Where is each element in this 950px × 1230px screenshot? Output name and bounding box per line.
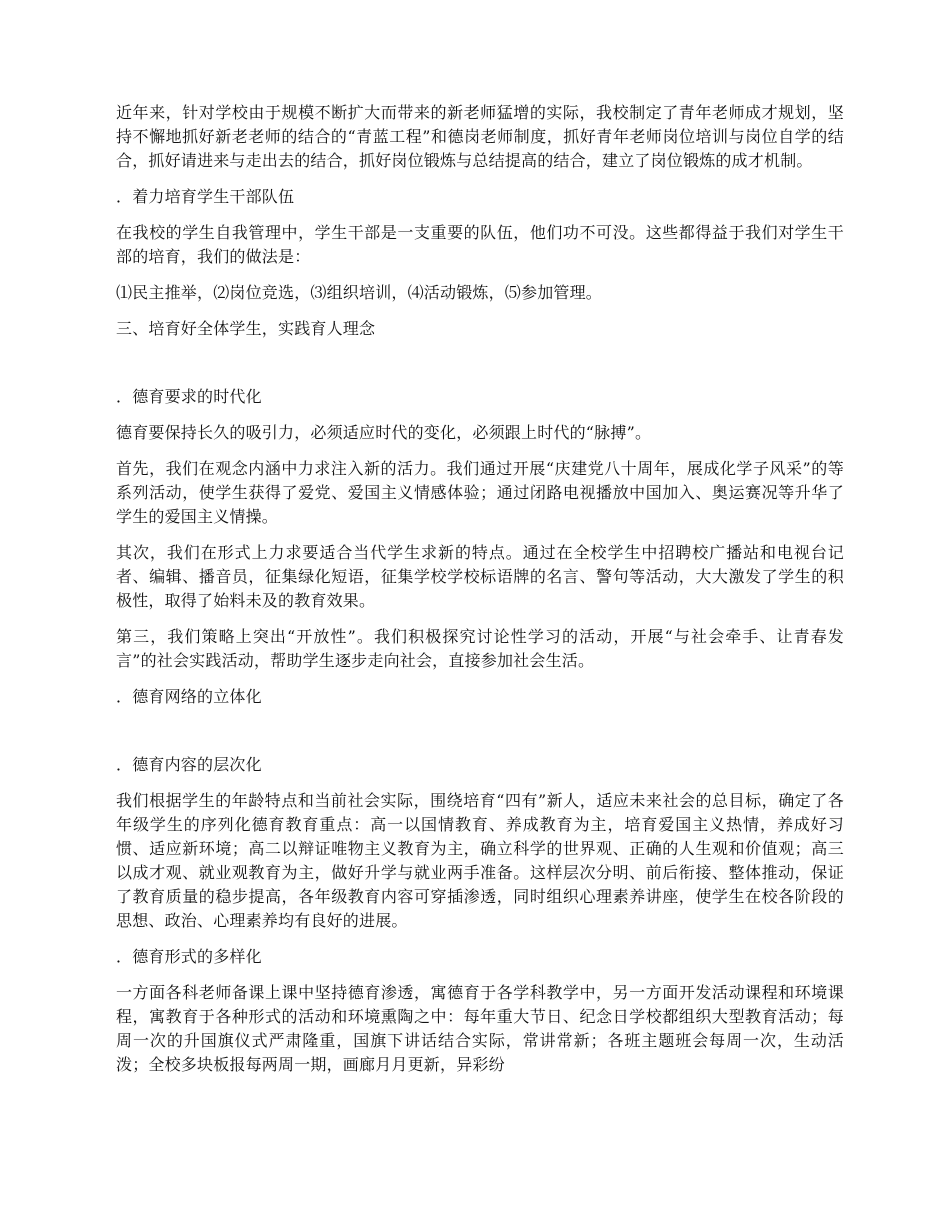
- paragraph-second: 其次，我们在形式上力求要适合当代学生求新的特点。通过在全校学生中招聘校广播站和电视台记者、编辑、播音员，征集绿化短语，征集学校学校标语牌的名言、警句等活动，大大激发了学生的积极性，取得了始料未及的教育效果。: [116, 543, 844, 610]
- paragraph-teacher-growth: 近年来，针对学校由于规模不断扩大而带来的新老师猛增的实际，我校制定了青年老师成才规划，坚持不懈地抓好新老老师的结合的“青蓝工程”和德岗老师制度，抓好青年老师岗位培训与岗位自学的结合，抓好请进来与走出去的结合，抓好岗位锻炼与总结提高的结合，建立了岗位锻炼的成才机制。: [116, 103, 844, 170]
- paragraph-first: 首先，我们在观念内涵中力求注入新的活力。我们通过开展“庆建党八十周年，展成化学子风采”的等系列活动，使学生获得了爱党、爱国主义情感体验；通过闭路电视播放中国加入、奥运赛况等升华了学生的爱国主义情操。: [116, 459, 844, 526]
- heading-student-cadres: ．着力培育学生干部队伍: [116, 187, 295, 206]
- document-body: [116, 101, 844, 1077]
- heading-moral-forms: ．德育形式的多样化: [116, 947, 262, 966]
- paragraph-moral-forms: 一方面各科老师备课上课中坚持德育渗透，寓德育于各学科教学中，另一方面开发活动课程和环境课程，寓教育于各种形式的活动和环境熏陶之中：每年重大节日、纪念日学校都组织大型教育活动；每周一次的升国旗仪式严肃隆重，国旗下讲话结合实际，常讲常新；各班主题班会每周一次，生动活泼；全校多块板报每两周一期，画廊月月更新，异彩纷: [116, 983, 844, 1074]
- heading-moral-network: ．德育网络的立体化: [116, 687, 262, 706]
- paragraph-student-cadres: 在我校的学生自我管理中，学生干部是一支重要的队伍，他们功不可没。这些都得益于我们对学生干部的培育，我们的做法是：: [116, 223, 844, 266]
- heading-moral-levels: ．德育内容的层次化: [116, 755, 262, 774]
- paragraph-cadre-methods: ⑴民主推举，⑵岗位竞选，⑶组织培训，⑷活动锻炼，⑸参加管理。: [116, 283, 603, 302]
- section-heading-3: 三、培育好全体学生，实践育人理念: [116, 319, 376, 338]
- heading-moral-modernization: ．德育要求的时代化: [116, 387, 262, 406]
- paragraph-third: 第三，我们策略上突出“开放性”。我们积极探究讨论性学习的活动，开展“与社会牵手、让青春发言”的社会实践活动，帮助学生逐步走向社会，直接参加社会生活。: [116, 627, 844, 670]
- paragraph-moral-appeal: 德育要保持长久的吸引力，必须适应时代的变化，必须跟上时代的“脉搏”。: [116, 423, 652, 442]
- paragraph-moral-levels: 我们根据学生的年龄特点和当前社会实际，围绕培育“四有”新人，适应未来社会的总目标，确定了各年级学生的序列化德育教育重点：高一以国情教育、养成教育为主，培育爱国主义热情，养成好习惯、适应新环境；高二以辩证唯物主义教育为主，确立科学的世界观、正确的人生观和价值观；高三以成才观、就业观教育为主，做好升学与就业两手准备。这样层次分明、前后衔接、整体推动，保证了教育质量的稳步提高，各年级教育内容可穿插渗透，同时组织心理素养讲座，使学生在校各阶段的思想、政治、心理素养均有良好的进展。: [116, 791, 844, 930]
